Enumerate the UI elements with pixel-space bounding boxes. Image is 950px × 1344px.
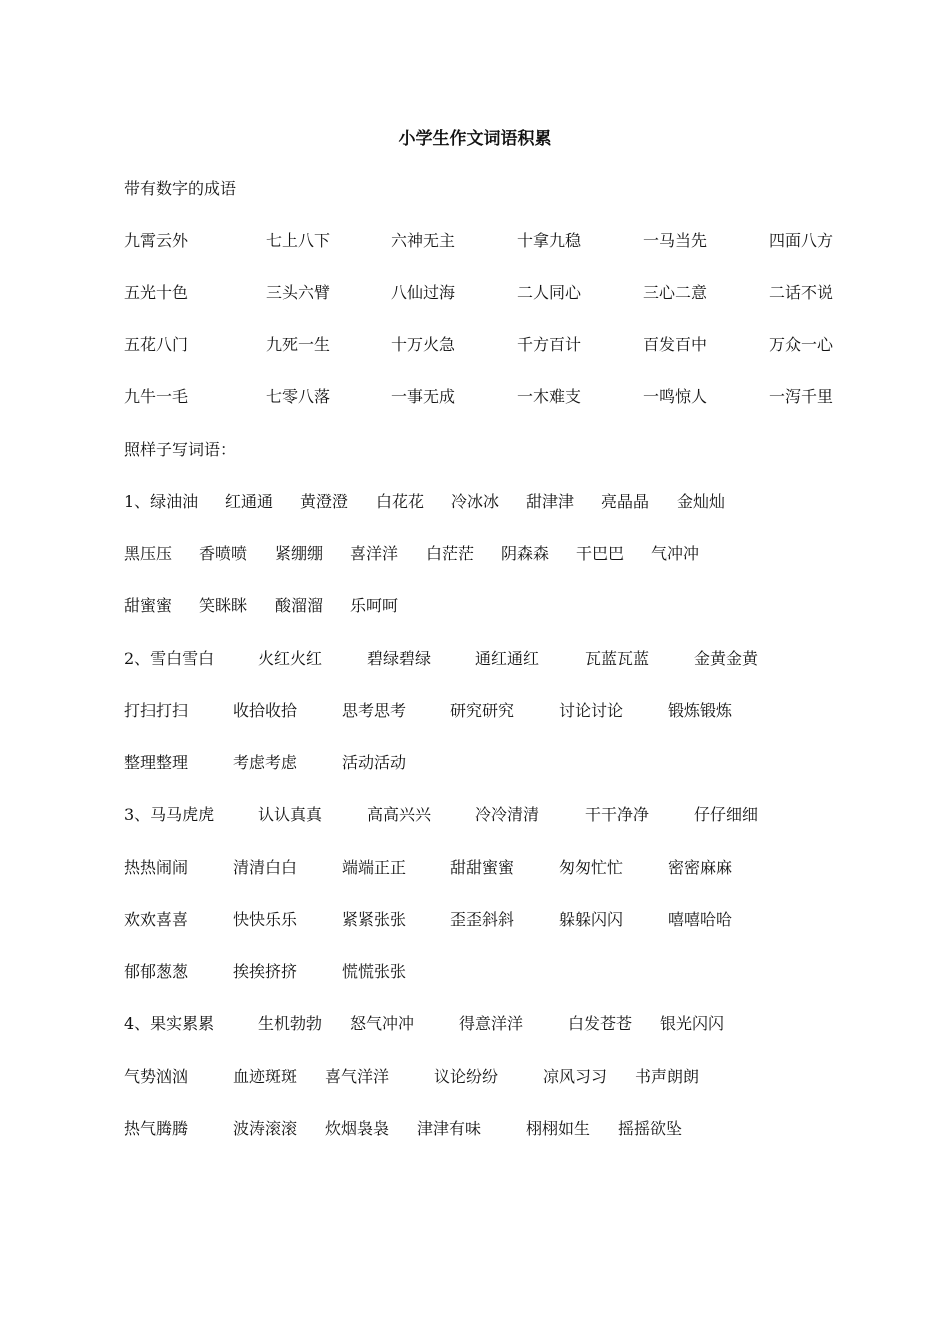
idiom-word: 十万火急 bbox=[391, 335, 456, 354]
word: 紧紧张张 bbox=[342, 910, 407, 929]
idiom-word: 九牛一毛 bbox=[124, 387, 189, 406]
word: 喜洋洋 bbox=[350, 544, 399, 563]
word: 端端正正 bbox=[342, 858, 407, 877]
idiom-word: 七零八落 bbox=[266, 387, 331, 406]
word: 碧绿碧绿 bbox=[367, 649, 432, 668]
idiom-word: 八仙过海 bbox=[391, 283, 456, 302]
word: 干巴巴 bbox=[576, 544, 625, 563]
word: 黄澄澄 bbox=[300, 492, 349, 511]
word: 白发苍苍 bbox=[568, 1014, 633, 1033]
word: 考虑考虑 bbox=[233, 753, 298, 772]
word: 酸溜溜 bbox=[275, 596, 324, 615]
word: 仔仔细细 bbox=[694, 805, 759, 824]
word: 郁郁葱葱 bbox=[124, 962, 189, 981]
idiom-word: 九死一生 bbox=[266, 335, 331, 354]
word: 生机勃勃 bbox=[258, 1014, 323, 1033]
word: 白茫茫 bbox=[426, 544, 475, 563]
word: 活动活动 bbox=[342, 753, 407, 772]
word: 黑压压 bbox=[124, 544, 173, 563]
idiom-word: 万众一心 bbox=[769, 335, 834, 354]
word: 津津有味 bbox=[417, 1119, 482, 1138]
idiom-word: 九霄云外 bbox=[124, 231, 189, 250]
word: 匆匆忙忙 bbox=[559, 858, 624, 877]
section-heading-number-idioms: 带有数字的成语 bbox=[124, 179, 237, 198]
section-heading-write-words: 照样子写词语： bbox=[124, 440, 237, 459]
word: 嘻嘻哈哈 bbox=[668, 910, 733, 929]
idiom-word: 七上八下 bbox=[266, 231, 331, 250]
idiom-word: 五花八门 bbox=[124, 335, 189, 354]
word: 3、马马虎虎 bbox=[124, 805, 215, 824]
idiom-word: 三头六臂 bbox=[266, 283, 331, 302]
idiom-word: 四面八方 bbox=[769, 231, 834, 250]
word: 思考思考 bbox=[342, 701, 407, 720]
word: 整理整理 bbox=[124, 753, 189, 772]
word: 书声朗朗 bbox=[635, 1067, 700, 1086]
word: 2、雪白雪白 bbox=[124, 649, 215, 668]
word: 冷冷清清 bbox=[475, 805, 540, 824]
word: 快快乐乐 bbox=[233, 910, 298, 929]
idiom-word: 千方百计 bbox=[517, 335, 582, 354]
word: 锻炼锻炼 bbox=[668, 701, 733, 720]
word: 怒气冲冲 bbox=[350, 1014, 415, 1033]
idiom-word: 六神无主 bbox=[391, 231, 456, 250]
word: 阴森森 bbox=[501, 544, 550, 563]
word: 1、绿油油 bbox=[124, 492, 199, 511]
word: 议论纷纷 bbox=[434, 1067, 499, 1086]
word: 瓦蓝瓦蓝 bbox=[585, 649, 650, 668]
word: 紧绷绷 bbox=[275, 544, 324, 563]
word: 火红火红 bbox=[258, 649, 323, 668]
idiom-word: 二人同心 bbox=[517, 283, 582, 302]
idiom-word: 一马当先 bbox=[643, 231, 708, 250]
word: 热气腾腾 bbox=[124, 1119, 189, 1138]
word: 慌慌张张 bbox=[342, 962, 407, 981]
idiom-word: 五光十色 bbox=[124, 283, 189, 302]
idiom-word: 百发百中 bbox=[643, 335, 708, 354]
word: 喜气洋洋 bbox=[325, 1067, 390, 1086]
word: 笑眯眯 bbox=[199, 596, 248, 615]
word: 气势汹汹 bbox=[124, 1067, 189, 1086]
word: 欢欢喜喜 bbox=[124, 910, 189, 929]
word: 甜甜蜜蜜 bbox=[450, 858, 515, 877]
word: 挨挨挤挤 bbox=[233, 962, 298, 981]
word: 甜蜜蜜 bbox=[124, 596, 173, 615]
word: 炊烟袅袅 bbox=[325, 1119, 390, 1138]
idiom-word: 一事无成 bbox=[391, 387, 456, 406]
idiom-word: 一木难支 bbox=[517, 387, 582, 406]
word: 热热闹闹 bbox=[124, 858, 189, 877]
word: 凉风习习 bbox=[543, 1067, 608, 1086]
word: 收拾收拾 bbox=[233, 701, 298, 720]
word: 血迹斑斑 bbox=[233, 1067, 298, 1086]
word: 清清白白 bbox=[233, 858, 298, 877]
word: 白花花 bbox=[376, 492, 425, 511]
idiom-word: 一泻千里 bbox=[769, 387, 834, 406]
word: 讨论讨论 bbox=[559, 701, 624, 720]
word: 金灿灿 bbox=[677, 492, 726, 511]
idiom-word: 十拿九稳 bbox=[517, 231, 582, 250]
word: 波涛滚滚 bbox=[233, 1119, 298, 1138]
word: 气冲冲 bbox=[651, 544, 700, 563]
word: 银光闪闪 bbox=[660, 1014, 725, 1033]
word: 4、果实累累 bbox=[124, 1014, 215, 1033]
word: 香喷喷 bbox=[199, 544, 248, 563]
word: 金黄金黄 bbox=[694, 649, 759, 668]
word: 冷冰冰 bbox=[451, 492, 500, 511]
idiom-word: 二话不说 bbox=[769, 283, 834, 302]
page-title: 小学生作文词语积累 bbox=[398, 129, 552, 149]
word: 密密麻麻 bbox=[668, 858, 733, 877]
word: 亮晶晶 bbox=[601, 492, 650, 511]
idiom-word: 三心二意 bbox=[643, 283, 708, 302]
word: 乐呵呵 bbox=[350, 596, 399, 615]
word: 躲躲闪闪 bbox=[559, 910, 624, 929]
word: 得意洋洋 bbox=[459, 1014, 524, 1033]
word: 甜津津 bbox=[526, 492, 575, 511]
word: 研究研究 bbox=[450, 701, 515, 720]
word: 打扫打扫 bbox=[124, 701, 189, 720]
word: 干干净净 bbox=[585, 805, 650, 824]
word: 歪歪斜斜 bbox=[450, 910, 515, 929]
word: 认认真真 bbox=[258, 805, 323, 824]
word: 红通通 bbox=[225, 492, 274, 511]
idiom-word: 一鸣惊人 bbox=[643, 387, 708, 406]
word: 栩栩如生 bbox=[526, 1119, 591, 1138]
word: 高高兴兴 bbox=[367, 805, 432, 824]
word: 通红通红 bbox=[475, 649, 540, 668]
word: 摇摇欲坠 bbox=[618, 1119, 683, 1138]
